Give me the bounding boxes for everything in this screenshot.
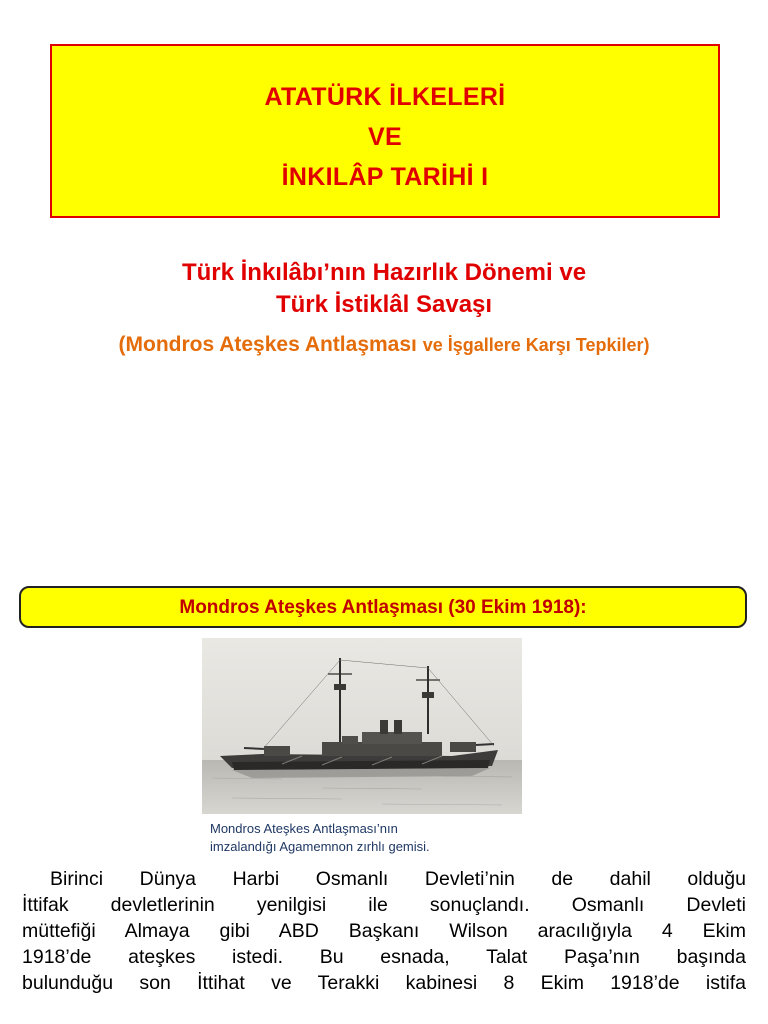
battleship-photo: [202, 638, 522, 814]
subtitle-note: [0, 331, 768, 359]
body-paragraph: [22, 866, 746, 996]
caption-line-2: imzalandığı Agamemnon zırhlı gemisi.: [210, 839, 430, 854]
subtitle-line-1: Türk İnkılâbı’nın Hazırlık Dönemi ve: [181, 259, 587, 286]
title-line-2: VE: [368, 123, 402, 151]
body-line: müttefiği Almaya gibi ABD Başkanı Wilson aracılığıyla 4 Ekim: [22, 920, 746, 942]
body-line: bulunduğu son İttihat ve Terakki kabinesi 8 Ekim 1918’de istifa: [22, 972, 746, 994]
section-header-box: [19, 586, 747, 628]
title-line-1: ATATÜRK İLKELERİ: [264, 83, 506, 111]
caption-line-1: Mondros Ateşkes Antlaşması’nın: [210, 821, 398, 836]
photo-caption: [210, 820, 530, 856]
battleship-illustration: [202, 638, 522, 814]
subtitle-note-part2: ve İşgallere Karşı Tepkiler): [422, 335, 650, 355]
subtitle-note-part1: (Mondros Ateşkes Antlaşması: [118, 333, 417, 356]
subtitle-line-2: Türk İstiklâl Savaşı: [275, 291, 493, 318]
section-title: Mondros Ateşkes Antlaşması (30 Ekim 1918):: [179, 597, 587, 618]
body-line: İttifak devletlerinin yenilgisi ile sonuçlandı. Osmanlı Devleti: [22, 894, 746, 916]
title-line-3: İNKILÂP TARİHİ I: [281, 163, 489, 191]
body-line: 1918’de ateşkes istedi. Bu esnada, Talat Paşa’nın başında: [22, 946, 746, 968]
title-box: [50, 44, 720, 218]
body-line: Birinci Dünya Harbi Osmanlı Devleti’nin de dahil olduğu: [50, 868, 746, 890]
